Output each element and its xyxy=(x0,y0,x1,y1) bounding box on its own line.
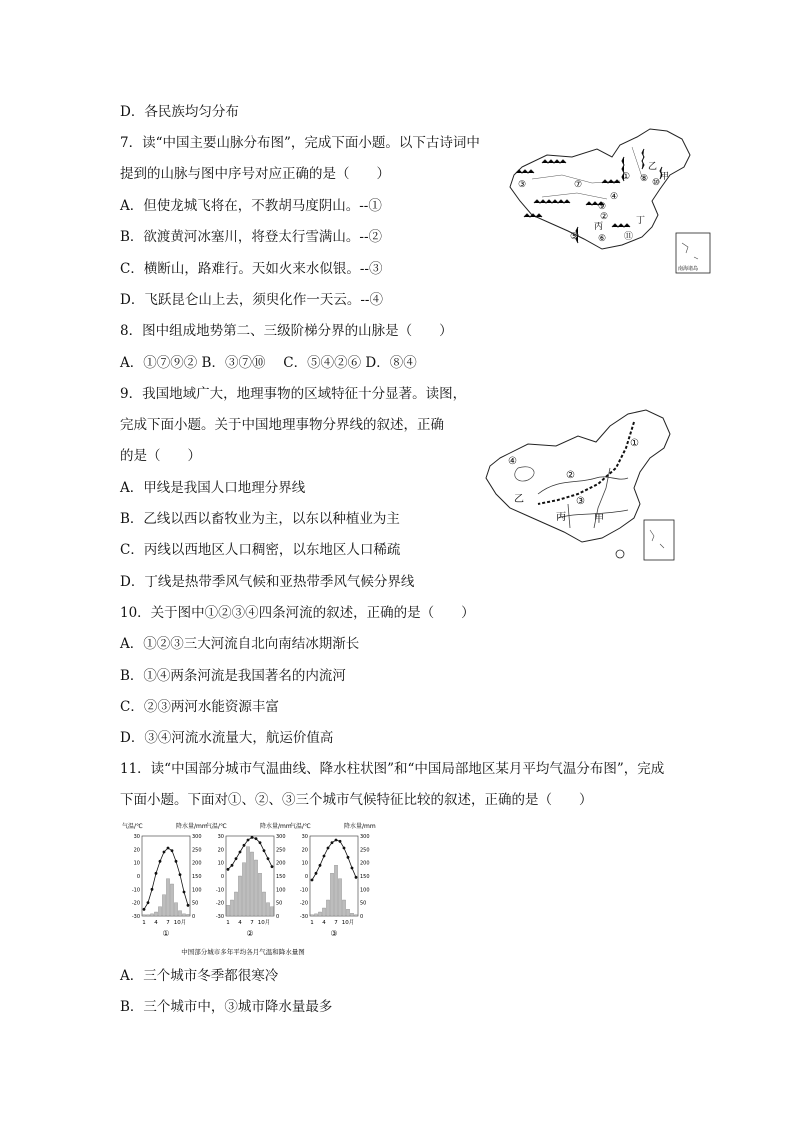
map1-label-ding: 丁 xyxy=(636,216,646,226)
question-7-line1: 7．读“中国主要山脉分布图”，完成下面小题。以下古诗词中 xyxy=(120,135,480,151)
map1-label-jia: 甲 xyxy=(660,172,670,182)
month-tick-label: 1 xyxy=(142,920,146,926)
question-9-line1: 9．我国地域广大，地理事物的区域特征十分显著。读图， xyxy=(120,386,467,402)
precip-tick-label: 0 xyxy=(192,914,196,920)
question-8: 8．图中组成地势第二、三级阶梯分界的山脉是（ ） xyxy=(120,323,453,339)
temp-tick-label: 0 xyxy=(304,874,308,880)
map1-inset-label: 南海诸岛 xyxy=(678,266,699,272)
temp-tick-label: 20 xyxy=(133,847,140,854)
precip-bar xyxy=(258,873,261,916)
precip-bar xyxy=(178,911,181,916)
precip-tick-label: 200 xyxy=(360,860,370,867)
temp-tick-label: 10 xyxy=(133,860,140,867)
chart-name: ③ xyxy=(330,929,338,938)
map1-label-7: ⑦ xyxy=(574,180,583,190)
temp-axis-label: 气温/℃ xyxy=(206,823,227,830)
precip-tick-label: 100 xyxy=(192,887,202,894)
option-d-ethnic: D．各民族均匀分布 xyxy=(120,104,239,120)
temp-tick-label: -20 xyxy=(131,900,140,907)
q9-option-d: D．丁线是热带季风气候和亚热带季风气候分界线 xyxy=(120,574,415,590)
question-10: 10．关于图中①②③④四条河流的叙述，正确的是（ ） xyxy=(120,605,475,621)
precip-bar xyxy=(242,863,245,916)
temp-point xyxy=(327,847,330,850)
temp-line xyxy=(144,848,188,909)
map2-label-3: ③ xyxy=(576,496,585,507)
temp-point xyxy=(263,849,266,852)
precip-bar xyxy=(234,892,237,916)
temp-point xyxy=(347,856,350,859)
chart-name: ① xyxy=(162,929,170,938)
month-tick-label: 4 xyxy=(238,920,242,926)
temp-point xyxy=(179,873,182,876)
map1-label-yi: 乙 xyxy=(648,162,658,172)
temp-point xyxy=(175,860,178,863)
question-9-line3: 的是（ ） xyxy=(120,448,201,464)
precip-bar xyxy=(230,900,233,916)
temp-line xyxy=(312,840,356,880)
temp-tick-label: 20 xyxy=(217,847,224,854)
map1-label-8: ⑧ xyxy=(640,174,649,184)
temp-tick-label: -20 xyxy=(215,900,224,907)
precip-bar xyxy=(318,912,321,916)
precip-bar xyxy=(158,907,161,916)
map1-label-11: ⑪ xyxy=(624,232,634,242)
precip-bar xyxy=(326,900,329,916)
precip-bar xyxy=(310,915,313,916)
temp-tick-label: 30 xyxy=(217,834,224,840)
temp-point xyxy=(227,868,230,871)
q11-option-a: A．三个城市冬季都很寒冷 xyxy=(120,968,279,984)
temp-tick-label: -10 xyxy=(299,887,308,894)
temp-tick-label: -30 xyxy=(131,914,140,920)
month-tick-label: 10月 xyxy=(257,920,271,926)
precip-tick-label: 250 xyxy=(360,847,370,854)
map1-label-10: ⑩ xyxy=(652,178,661,188)
precip-bar xyxy=(182,914,185,916)
temp-point xyxy=(147,901,150,904)
month-tick-label: 1 xyxy=(310,920,314,926)
question-7-line2: 提到的山脉与图中序号对应正确的是（ ） xyxy=(120,166,390,182)
precip-tick-label: 100 xyxy=(276,887,286,894)
month-tick-label: 10月 xyxy=(341,920,355,926)
month-tick-label: 1 xyxy=(226,920,230,926)
map1-label-4: ④ xyxy=(610,192,619,202)
temp-point xyxy=(163,851,166,854)
precip-bar xyxy=(346,909,349,916)
temp-tick-label: -10 xyxy=(215,887,224,894)
q8-options: A．①⑦⑨② B．③⑦⑩ C．⑤④②⑥ D．⑧④ xyxy=(120,355,417,371)
temp-tick-label: -20 xyxy=(299,900,308,907)
plot-frame xyxy=(142,836,190,916)
temp-point xyxy=(355,876,358,879)
precip-tick-label: 300 xyxy=(360,834,370,840)
precip-bar xyxy=(270,907,273,916)
map1-label-2: ② xyxy=(600,212,609,222)
map2-label-4: ④ xyxy=(508,456,517,467)
temp-tick-label: 0 xyxy=(136,874,140,880)
precip-tick-label: 200 xyxy=(192,860,202,867)
map2-label-jia: 甲 xyxy=(594,514,604,525)
chart-caption: 中国部分城市多年平均各月气温和降水量图 xyxy=(181,948,305,956)
question-11-line1: 11．读“中国部分城市气温曲线、降水柱状图”和“中国局部地区某月平均气温分布图”，完成 xyxy=(120,761,665,777)
temp-point xyxy=(171,849,174,852)
precip-tick-label: 250 xyxy=(276,847,286,854)
temp-point xyxy=(235,857,238,860)
precip-bar xyxy=(226,905,229,916)
temp-point xyxy=(343,847,346,850)
precip-tick-label: 150 xyxy=(192,874,202,880)
map2-label-bing: 丙 xyxy=(556,512,566,523)
precip-bar xyxy=(238,876,241,916)
precip-bar xyxy=(342,900,345,916)
q9-option-b: B．乙线以西以畜牧业为主，以东以种植业为主 xyxy=(120,511,400,527)
precip-tick-label: 150 xyxy=(360,874,370,880)
precip-bar xyxy=(266,903,269,916)
month-tick-label: 4 xyxy=(322,920,326,926)
temp-axis-label: 气温/℃ xyxy=(290,823,311,830)
temp-line xyxy=(228,837,272,869)
map2-inset-frame xyxy=(644,520,674,560)
temp-point xyxy=(187,904,190,907)
map2-label-2: ② xyxy=(566,470,575,481)
precip-bar xyxy=(254,860,257,916)
q7-option-c: C．横断山，路难行。天如火来水似银。--③ xyxy=(120,261,383,277)
temp-point xyxy=(255,837,258,840)
q11-option-b: B．三个城市中，③城市降水量最多 xyxy=(120,999,333,1015)
precip-bar xyxy=(154,912,157,916)
temp-point xyxy=(251,836,254,839)
q10-option-d: D．③④河流水流量大，航运价值高 xyxy=(120,730,334,746)
precip-axis-label: 降水量/mm xyxy=(344,823,376,830)
temp-point xyxy=(243,844,246,847)
precip-tick-label: 100 xyxy=(360,887,370,894)
q10-option-b: B．①④两条河流是我国著名的内流河 xyxy=(120,668,346,684)
temp-tick-label: -10 xyxy=(131,887,140,894)
precip-bar xyxy=(338,879,341,916)
temp-point xyxy=(271,865,274,868)
temp-point xyxy=(143,908,146,911)
plot-frame xyxy=(310,836,358,916)
precip-tick-label: 50 xyxy=(192,900,199,907)
precip-bar xyxy=(162,895,165,916)
temp-point xyxy=(183,891,186,894)
precip-bar xyxy=(174,903,177,916)
precip-bar xyxy=(186,914,189,916)
precip-bar xyxy=(166,879,169,916)
temp-tick-label: 10 xyxy=(301,860,308,867)
precip-bar xyxy=(314,914,317,916)
temp-point xyxy=(323,855,326,858)
precip-tick-label: 0 xyxy=(360,914,364,920)
temp-point xyxy=(167,847,170,850)
temp-point xyxy=(315,872,318,875)
precip-bar xyxy=(354,915,357,916)
precip-bar xyxy=(250,852,253,916)
temp-tick-label: 0 xyxy=(220,874,224,880)
china-boundary-map xyxy=(478,408,700,568)
q9-option-c: C．丙线以西地区人口稠密，以东地区人口稀疏 xyxy=(120,542,401,558)
precip-tick-label: 0 xyxy=(276,914,280,920)
precip-bar xyxy=(246,847,249,916)
precip-bar xyxy=(150,914,153,916)
temp-tick-label: 20 xyxy=(301,847,308,854)
temp-point xyxy=(239,851,242,854)
q10-option-c: C．②③两河水能资源丰富 xyxy=(120,699,279,715)
map2-label-1: ① xyxy=(630,438,639,449)
precip-tick-label: 300 xyxy=(192,834,202,840)
precip-bar xyxy=(322,908,325,916)
map1-label-3: ③ xyxy=(518,180,527,190)
precip-bar xyxy=(330,873,333,916)
temp-point xyxy=(159,860,162,863)
temp-point xyxy=(151,888,154,891)
temp-tick-label: -30 xyxy=(299,914,308,920)
precip-tick-label: 300 xyxy=(276,834,286,840)
precip-tick-label: 50 xyxy=(276,900,283,907)
climate-charts xyxy=(118,818,376,958)
map2-label-yi: 乙 xyxy=(514,494,524,505)
temp-point xyxy=(247,839,250,842)
temp-point xyxy=(259,841,262,844)
precip-bar xyxy=(262,892,265,916)
temp-point xyxy=(331,841,334,844)
precip-tick-label: 150 xyxy=(276,874,286,880)
map1-label-1: ① xyxy=(622,172,631,182)
precip-bar xyxy=(146,915,149,916)
temp-tick-label: 30 xyxy=(301,834,308,840)
month-tick-label: 7 xyxy=(334,920,338,926)
precip-bar xyxy=(142,915,145,916)
question-11-line2: 下面小题。下面对①、②、③三个城市气候特征比较的叙述，正确的是（ ） xyxy=(120,792,593,808)
temp-point xyxy=(231,864,234,867)
precip-bar xyxy=(170,884,173,916)
question-9-line2: 完成下面小题。关于中国地理事物分界线的叙述，正确 xyxy=(120,417,444,433)
temp-point xyxy=(311,879,314,882)
q9-option-a: A．甲线是我国人口地理分界线 xyxy=(120,480,306,496)
precip-tick-label: 250 xyxy=(192,847,202,854)
month-tick-label: 7 xyxy=(166,920,170,926)
chart-name: ② xyxy=(246,929,254,938)
temp-point xyxy=(351,867,354,870)
temp-tick-label: 10 xyxy=(217,860,224,867)
temp-point xyxy=(335,839,338,842)
month-tick-label: 7 xyxy=(250,920,254,926)
temp-point xyxy=(339,840,342,843)
precip-axis-label: 降水量/mm xyxy=(260,823,292,830)
temp-point xyxy=(155,872,158,875)
q7-option-d: D．飞跃昆仑山上去，须臾化作一天云。--④ xyxy=(120,292,383,308)
map1-label-9: ⑨ xyxy=(598,202,607,212)
precip-bar xyxy=(334,865,337,916)
temp-axis-label: 气温/℃ xyxy=(122,823,143,830)
temp-tick-label: 30 xyxy=(133,834,140,840)
temp-point xyxy=(267,857,270,860)
map1-label-5: ⑤ xyxy=(570,232,579,242)
precip-bar xyxy=(350,913,353,916)
month-tick-label: 10月 xyxy=(173,920,187,926)
temp-tick-label: -30 xyxy=(215,914,224,920)
q7-option-a: A．但使龙城飞将在，不教胡马度阴山。--① xyxy=(120,198,382,214)
q10-option-a: A．①②③三大河流自北向南结冰期渐长 xyxy=(120,636,360,652)
map1-label-bing: 丙 xyxy=(594,222,604,232)
precip-tick-label: 200 xyxy=(276,860,286,867)
precip-tick-label: 50 xyxy=(360,900,367,907)
q7-option-b: B．欲渡黄河冰塞川，将登太行雪满山。--② xyxy=(120,229,383,245)
temp-point xyxy=(319,864,322,867)
china-mountains-map xyxy=(502,127,714,277)
precip-axis-label: 降水量/mm xyxy=(176,823,208,830)
map1-label-6: ⑥ xyxy=(598,234,607,244)
month-tick-label: 4 xyxy=(154,920,158,926)
